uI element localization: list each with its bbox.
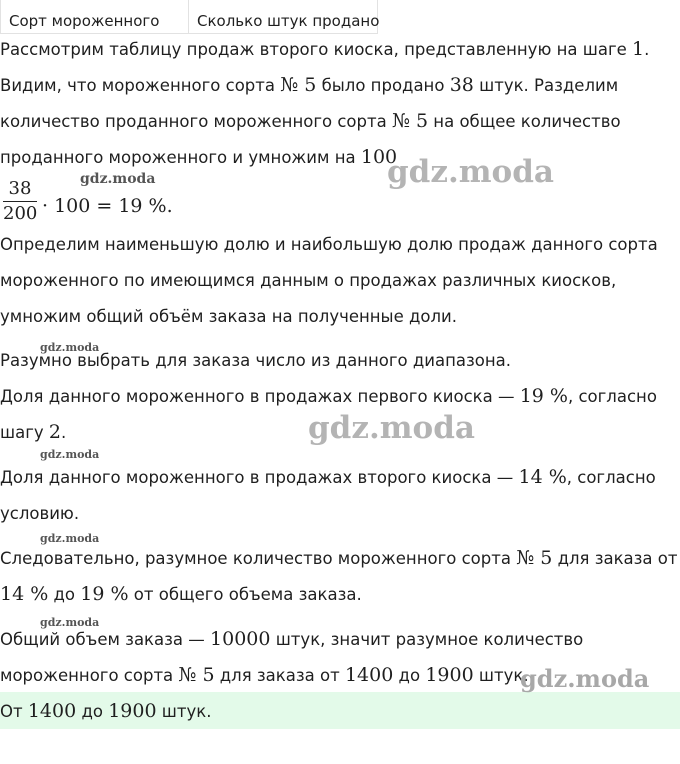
watermark: gdz.moda <box>387 154 554 190</box>
text-line-4: проданного мороженного и умножим на 100 <box>0 146 398 168</box>
text-line-12: условию. <box>0 504 80 523</box>
table-header-row <box>0 0 378 34</box>
text-line-6: мороженного по имеющимся данным о продажах различных киосков, <box>0 271 617 290</box>
answer-text: От 1400 до 1900 штук. <box>0 700 212 722</box>
watermark: gdz.moda <box>40 616 100 629</box>
watermark: gdz.moda <box>40 532 100 545</box>
fraction-38-200 <box>3 178 37 225</box>
watermark: gdz.moda <box>308 410 475 446</box>
text-line-10: шагу 2. <box>0 421 67 443</box>
text-line-15: Общий объем заказа — 10000 штук, значит разумное количество <box>0 628 584 650</box>
text-line-3: количество проданного мороженного сорта № 5 на общее количество <box>0 110 621 132</box>
table-header-variety: Сорт мороженного <box>0 0 189 34</box>
text-line-1: Рассмотрим таблицу продаж второго киоска, представленную на шаге 1. <box>0 38 650 60</box>
text-line-16: мороженного сорта № 5 для заказа от 1400 до 1900 штук. <box>0 664 529 686</box>
watermark: gdz.moda <box>40 448 100 461</box>
text-line-5: Определим наименьшую долю и наибольшую долю продаж данного сорта <box>0 235 658 254</box>
fraction-numerator: 38 <box>8 178 32 199</box>
text-line-9: Доля данного мороженного в продажах первого киоска — 19 %, согласно <box>0 385 657 407</box>
text-line-2: Видим, что мороженного сорта № 5 было продано 38 штук. Разделим <box>0 74 619 96</box>
watermark: gdz.moda <box>520 664 650 693</box>
text-line-8: Разумно выбрать для заказа число из данного диапазона. <box>0 351 512 370</box>
fraction-denominator: 200 <box>3 203 38 224</box>
text-line-11: Доля данного мороженного в продажах второго киоска — 14 %, согласно <box>0 466 656 488</box>
text-line-7: умножим общий объём заказа на полученные доли. <box>0 307 457 326</box>
watermark: gdz.moda <box>40 341 100 354</box>
text-line-13: Следовательно, разумное количество мороженного сорта № 5 для заказа от <box>0 547 678 569</box>
watermark: gdz.moda <box>80 171 156 187</box>
fraction-bar <box>3 201 37 202</box>
text-line-14: 14 % до 19 % от общего объема заказа. <box>0 583 362 605</box>
table-header-sold-count: Сколько штук продано <box>189 0 378 34</box>
formula-result: · 100 = 19 %. <box>42 195 173 217</box>
